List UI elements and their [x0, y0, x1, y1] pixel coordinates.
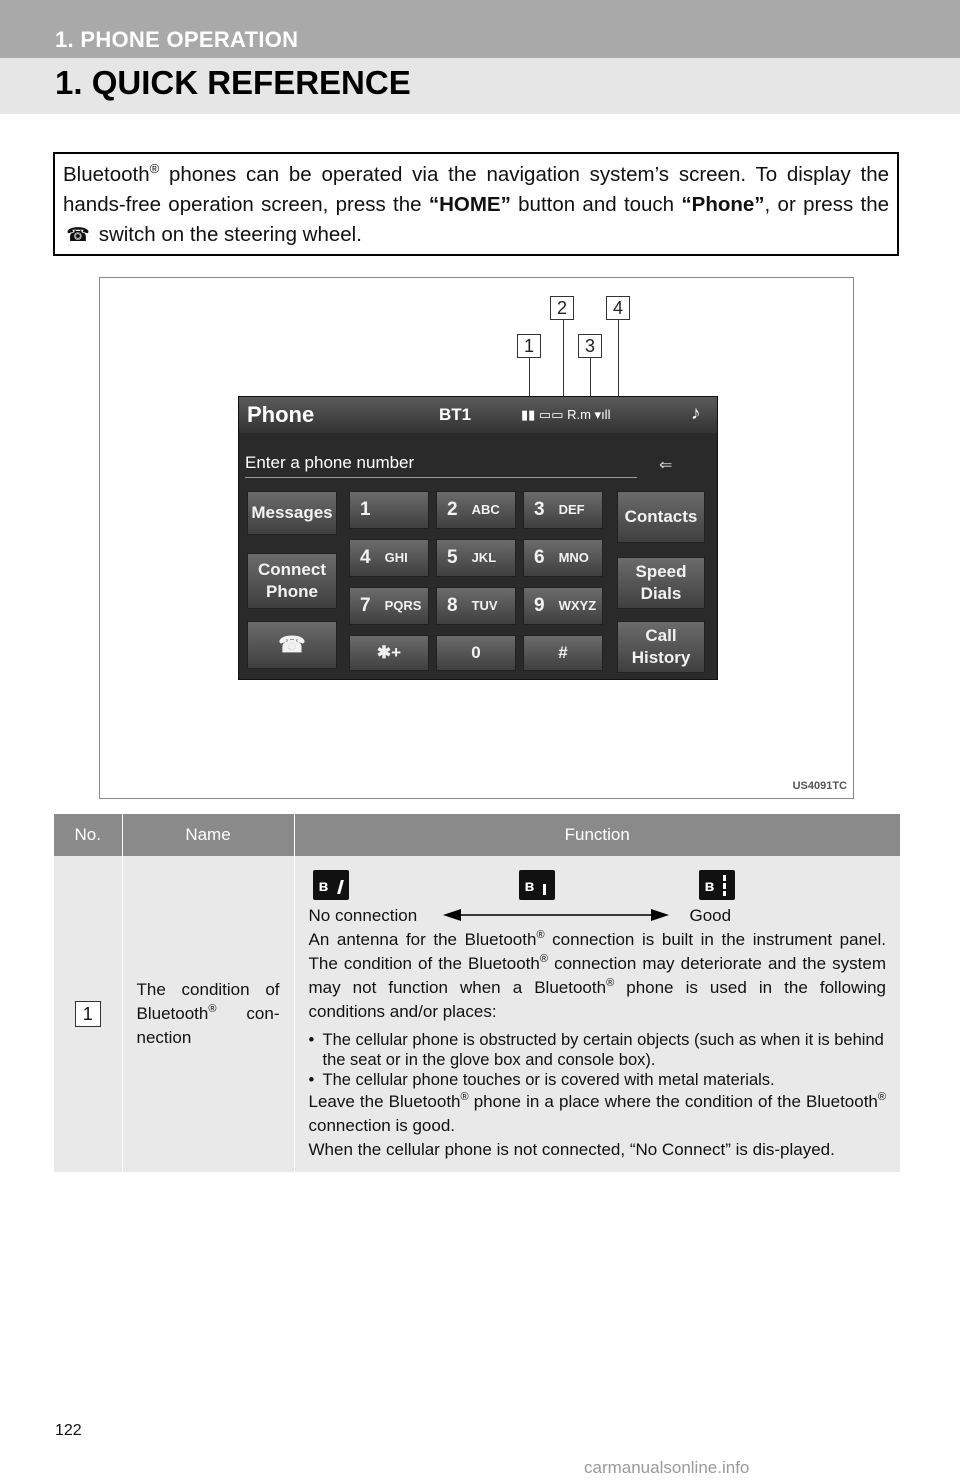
double-arrow-icon	[443, 908, 669, 922]
key-digit: 8	[447, 595, 458, 616]
intro-text: phones can be operated via the navigation system’s screen. To display the hands-free operation screen, press the	[63, 163, 889, 216]
registered-mark: ®	[606, 977, 615, 989]
placement-paragraph	[309, 1090, 887, 1138]
name-text: con-nection	[136, 1004, 280, 1047]
bluetooth-no-connection-icon	[313, 870, 349, 900]
bluetooth-glyph: ʙ	[318, 878, 329, 895]
section-title: 1. QUICK REFERENCE	[55, 64, 411, 101]
phone-button-reference: “Phone”	[681, 193, 765, 216]
key-digit: 1	[360, 499, 371, 520]
key-digit: 7	[360, 595, 371, 616]
key-digit: ✱+	[376, 643, 402, 662]
key-digit: 0	[471, 643, 481, 662]
name-text: The condition of Bluetooth	[136, 980, 280, 1023]
keypad-key-6	[523, 539, 603, 577]
phone-screen-figure	[99, 277, 854, 799]
key-digit: #	[558, 643, 568, 662]
function-text: connection is good.	[308, 1116, 455, 1135]
key-letters: PQRS	[384, 598, 422, 613]
registered-mark: ®	[539, 953, 548, 965]
antenna-paragraph	[309, 928, 887, 1024]
status-icons: ▮▮ ▭▭ R.m ▾ıll	[521, 407, 611, 422]
keypad-key-5	[436, 539, 516, 577]
scale-label-no-connection: No connection	[308, 906, 418, 925]
bullet-item: • The cellular phone is obstructed by certain objects (such as when it is behind the seat or in the glove box and console box).	[309, 1030, 887, 1070]
registered-mark: ®	[877, 1091, 886, 1103]
signal-strength-icons	[309, 870, 887, 902]
call-history-button: Call History	[617, 621, 705, 673]
key-letters: TUV	[471, 598, 498, 613]
keypad-key-star	[349, 635, 429, 671]
bluetooth-good-signal-icon	[699, 870, 735, 900]
bluetooth-medium-signal-icon	[519, 870, 555, 900]
row-number: 1	[75, 1001, 101, 1027]
registered-mark: ®	[149, 161, 160, 176]
intro-text: button and touch	[510, 193, 682, 216]
keypad-key-9	[523, 587, 603, 625]
keypad-key-8	[436, 587, 516, 625]
signal-bar	[723, 883, 726, 889]
keypad-key-2	[436, 491, 516, 529]
callout-3: 3	[578, 334, 602, 358]
key-letters: ABC	[471, 502, 500, 517]
no-signal-bar	[337, 880, 344, 894]
function-text: An antenna for the Bluetooth	[308, 930, 537, 949]
function-text: connection is built in the instrument panel. The condition of the Bluetooth	[308, 930, 886, 973]
function-text: phone in a place where the condition of the Bluetooth	[468, 1092, 878, 1111]
bluetooth-glyph: ʙ	[704, 878, 715, 895]
function-text: Leave the Bluetooth	[308, 1092, 461, 1111]
home-button-reference: “HOME”	[428, 193, 511, 216]
table-row	[54, 856, 900, 1172]
music-note-icon: ♪	[691, 403, 701, 424]
connect-phone-button: Connect Phone	[247, 553, 337, 609]
device-label: BT1	[439, 405, 472, 424]
leader-line-4	[618, 320, 619, 406]
header-name: Name	[122, 814, 294, 856]
keypad-key-3	[523, 491, 603, 529]
messages-button: Messages	[247, 491, 337, 535]
key-digit: 3	[534, 499, 545, 520]
page-number: 122	[55, 1422, 82, 1439]
key-digit: 6	[534, 547, 545, 568]
chapter-header-bar	[0, 0, 960, 58]
row-number-cell	[54, 856, 122, 1172]
phone-handset-icon: ☎	[66, 225, 90, 246]
keypad-key-1	[349, 491, 429, 529]
key-letters: GHI	[384, 550, 408, 565]
scale-label-good: Good	[689, 906, 732, 925]
function-text: connection may deteriorate and the system may not function when a Bluetooth	[308, 954, 886, 997]
callout-1: 1	[517, 334, 541, 358]
key-digit: 9	[534, 595, 545, 616]
registered-mark: ®	[208, 1003, 217, 1015]
intro-text: Bluetooth	[63, 163, 150, 186]
backspace-icon: ⇐	[659, 457, 673, 474]
leader-line-2	[563, 320, 564, 406]
key-letters: DEF	[558, 502, 585, 517]
registered-mark: ®	[460, 1091, 469, 1103]
key-digit: 5	[447, 547, 458, 568]
intro-text: switch on the steering wheel.	[93, 223, 362, 246]
reference-table	[54, 814, 900, 1172]
header-no: No.	[54, 814, 122, 856]
phone-number-entry: Enter a phone number	[245, 449, 637, 478]
figure-code: US4091TC	[792, 780, 847, 792]
callout-2: 2	[550, 296, 574, 320]
intro-box	[53, 152, 899, 256]
connection-scale	[309, 904, 887, 928]
navigation-phone-screen	[238, 396, 718, 680]
callout-4: 4	[606, 296, 630, 320]
keypad-key-0	[436, 635, 516, 671]
keypad-key-hash	[523, 635, 603, 671]
row-function	[294, 856, 900, 1172]
signal-bar	[723, 891, 726, 896]
contacts-button: Contacts	[617, 491, 705, 543]
chapter-title: 1. PHONE OPERATION	[55, 27, 299, 52]
registered-mark: ®	[536, 929, 545, 941]
intro-text: , or press the	[764, 193, 889, 216]
function-text: phone is used in the following conditions and/or places:	[308, 978, 886, 1021]
screen-header	[239, 397, 717, 433]
key-digit: 2	[447, 499, 458, 520]
table-header-row	[54, 814, 900, 856]
key-letters: MNO	[558, 550, 589, 565]
header-function: Function	[294, 814, 900, 856]
keypad-key-4	[349, 539, 429, 577]
watermark: carmanualsonline.info	[584, 1458, 750, 1477]
screen-title: Phone	[247, 402, 315, 427]
signal-bar	[723, 875, 726, 881]
key-digit: 4	[360, 547, 371, 568]
key-letters: JKL	[471, 550, 497, 565]
keypad-key-7	[349, 587, 429, 625]
hang-up-button: ☎	[247, 621, 337, 669]
row-name	[122, 856, 294, 1172]
bullet-item: • The cellular phone touches or is covered with metal materials.	[309, 1070, 887, 1090]
signal-bar	[543, 884, 546, 895]
bluetooth-glyph: ʙ	[524, 878, 535, 895]
speed-dials-button: Speed Dials	[617, 557, 705, 609]
section-header-bar	[0, 58, 960, 114]
no-connect-paragraph: When the cellular phone is not connected, “No Connect” is dis-played.	[308, 1140, 835, 1159]
key-letters: WXYZ	[558, 598, 597, 613]
